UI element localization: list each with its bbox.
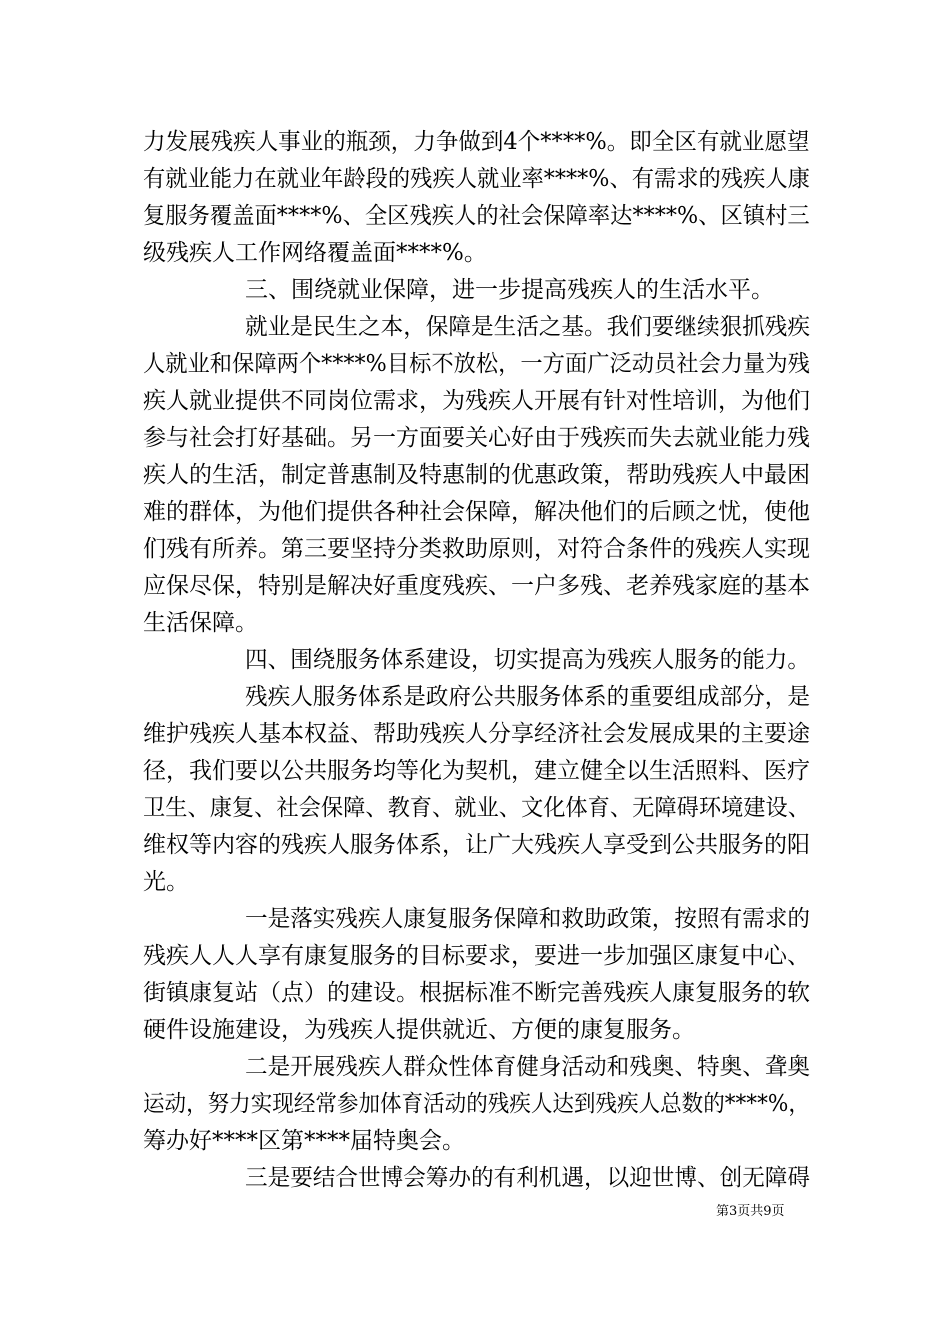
text-line: 复服务覆盖面****%、全区残疾人的社会保障率达****%、区镇村三 [143, 203, 810, 229]
text-line: 三是要结合世博会筹办的有利机遇，以迎世博、创无障碍 [245, 1165, 810, 1191]
text-line: 硬件设施建设，为残疾人提供就近、方便的康复服务。 [143, 1017, 695, 1043]
text-line: 人就业和保障两个****%目标不放松，一方面广泛动员社会力量为残 [143, 351, 810, 377]
text-line: 力发展残疾人事业的瓶颈，力争做到4个****%。即全区有就业愿望 [143, 129, 810, 155]
text-line: 有就业能力在就业年龄段的残疾人就业率****%、有需求的残疾人康 [143, 166, 810, 192]
text-line: 难的群体，为他们提供各种社会保障，解决他们的后顾之忧，使他 [143, 499, 810, 525]
text-line: 维护残疾人基本权益、帮助残疾人分享经济社会发展成果的主要途 [143, 721, 810, 747]
page-number: 第3页共9页 [716, 1204, 785, 1219]
section-heading: 四、围绕服务体系建设，切实提高为残疾人服务的能力。 [245, 647, 810, 673]
text-line: 二是开展残疾人群众性体育健身活动和残奥、特奥、聋奥 [245, 1054, 810, 1080]
text-line: 筹办好****区第****届特奥会。 [143, 1128, 465, 1154]
text-line: 参与社会打好基础。另一方面要关心好由于残疾而失去就业能力残 [143, 425, 810, 451]
text-line: 残疾人服务体系是政府公共服务体系的重要组成部分，是 [245, 684, 810, 710]
text-line: 级残疾人工作网络覆盖面****%。 [143, 240, 487, 266]
text-line: 光。 [143, 869, 189, 895]
text-line: 维权等内容的残疾人服务体系，让广大残疾人享受到公共服务的阳 [143, 832, 810, 858]
text-line: 就业是民生之本，保障是生活之基。我们要继续狠抓残疾 [245, 314, 810, 340]
text-line: 应保尽保，特别是解决好重度残疾、一户多残、老养残家庭的基本 [143, 573, 810, 599]
text-line: 运动，努力实现经常参加体育活动的残疾人达到残疾人总数的****%， [143, 1091, 810, 1117]
text-line: 一是落实残疾人康复服务保障和救助政策，按照有需求的 [245, 906, 810, 932]
text-line: 径，我们要以公共服务均等化为契机，建立健全以生活照料、医疗 [143, 758, 810, 784]
text-line: 残疾人人人享有康复服务的目标要求，要进一步加强区康复中心、 [143, 943, 810, 969]
text-line: 生活保障。 [143, 610, 258, 636]
text-line: 们残有所养。第三要坚持分类救助原则，对符合条件的残疾人实现 [143, 536, 810, 562]
text-line: 疾人的生活，制定普惠制及特惠制的优惠政策，帮助残疾人中最困 [143, 462, 810, 488]
text-line: 卫生、康复、社会保障、教育、就业、文化体育、无障碍环境建设、 [143, 795, 810, 821]
text-line: 街镇康复站（点）的建设。根据标准不断完善残疾人康复服务的软 [143, 980, 810, 1006]
text-line: 疾人就业提供不同岗位需求，为残疾人开展有针对性培训，为他们 [143, 388, 810, 414]
section-heading: 三、围绕就业保障，进一步提高残疾人的生活水平。 [245, 277, 774, 303]
